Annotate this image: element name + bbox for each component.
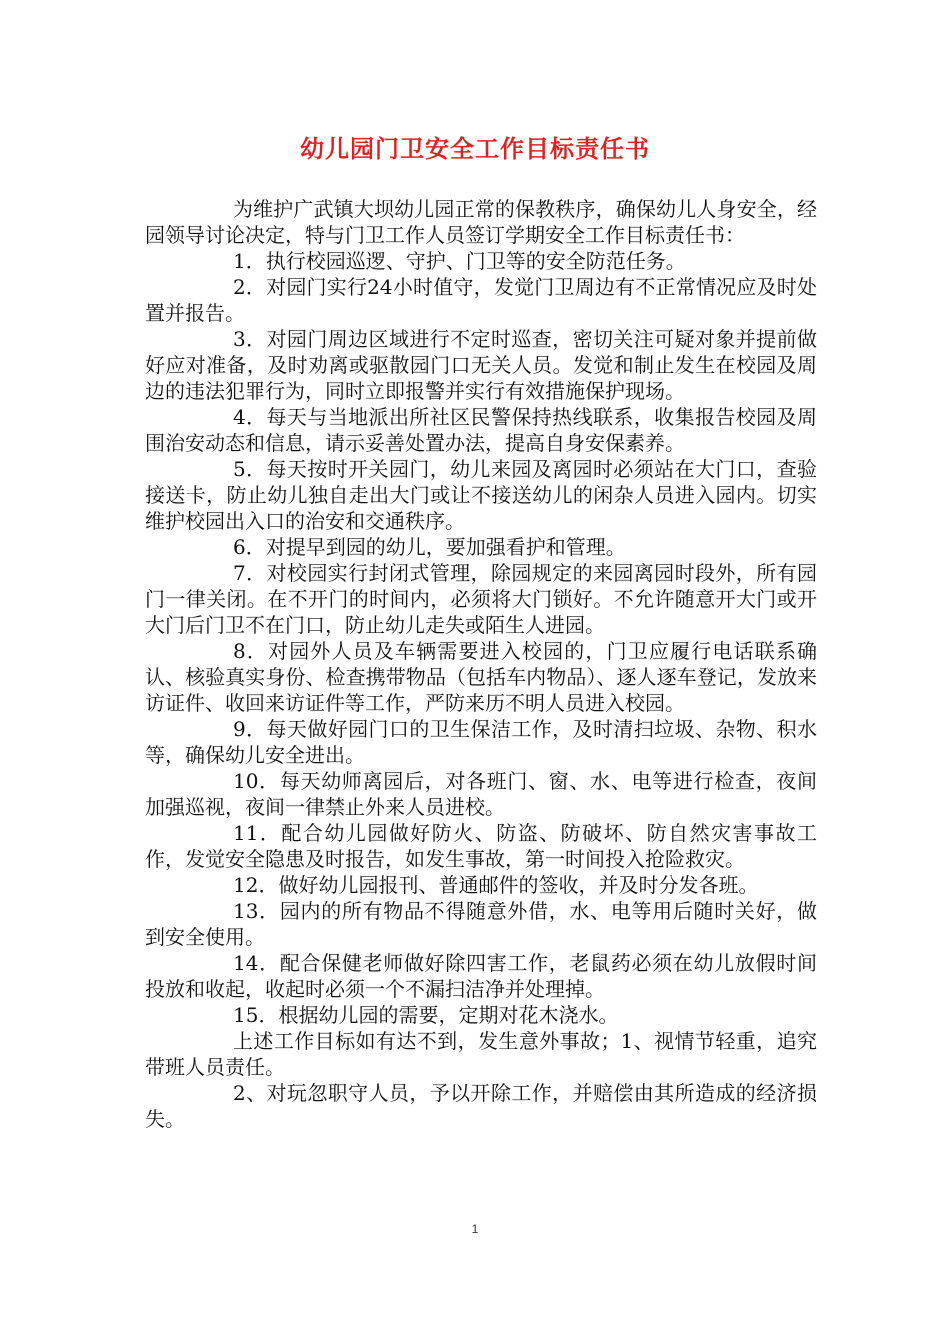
paragraph-item-11: 11．配合幼儿园做好防火、防盗、防破坏、防自然灾害事故工作，发觉安全隐患及时报告，如发生事故，第一时间投入抢险救灾。 bbox=[145, 821, 817, 871]
paragraph-item-15: 15．根据幼儿园的需要，定期对花木浇水。 bbox=[233, 1003, 619, 1027]
page-number: 1 bbox=[471, 1222, 479, 1236]
paragraph-item-8: 8．对园外人员及车辆需要进入校园的，门卫应履行电话联系确认、核验真实身份、检查携带物品（包括车内物品）、逐人逐车登记，发放来访证件、收回来访证件等工作，严防来历不明人员进入校园。 bbox=[145, 639, 817, 715]
paragraph-item-5: 5．每天按时开关园门，幼儿来园及离园时必须站在大门口，查验接送卡，防止幼儿独自走出大门或让不接送幼儿的闲杂人员进入园内。切实维护校园出入口的治安和交通秩序。 bbox=[145, 457, 817, 533]
document-title: 幼儿园门卫安全工作目标责任书 bbox=[300, 134, 650, 163]
document-body bbox=[145, 196, 817, 1132]
paragraph-item-10: 10．每天幼师离园后，对各班门、窗、水、电等进行检查，夜间加强巡视，夜间一律禁止外来人员进校。 bbox=[145, 769, 817, 819]
paragraph-intro: 为维护广武镇大坝幼儿园正常的保教秩序，确保幼儿人身安全，经园领导讨论决定，特与门卫工作人员签订学期安全工作目标责任书： bbox=[145, 197, 817, 247]
paragraph-item-4: 4．每天与当地派出所社区民警保持热线联系，收集报告校园及周围治安动态和信息，请示妥善处置办法，提高自身安保素养。 bbox=[145, 405, 817, 455]
paragraph-item-1: 1．执行校园巡逻、守护、门卫等的安全防范任务。 bbox=[233, 249, 686, 273]
paragraph-penalty-2: 2、对玩忽职守人员，予以开除工作，并赔偿由其所造成的经济损失。 bbox=[145, 1081, 817, 1131]
paragraph-item-12: 12．做好幼儿园报刊、普通邮件的签收，并及时分发各班。 bbox=[233, 873, 759, 897]
paragraph-penalty-1: 上述工作目标如有达不到，发生意外事故；1、视情节轻重，追究带班人员责任。 bbox=[145, 1029, 817, 1079]
paragraph-item-7: 7．对校园实行封闭式管理，除园规定的来园离园时段外，所有园门一律关闭。在不开门的时间内，必须将大门锁好。不允许随意开大门或开大门后门卫不在门口，防止幼儿走失或陌生人进园。 bbox=[145, 561, 817, 637]
paragraph-item-6: 6．对提早到园的幼儿，要加强看护和管理。 bbox=[233, 535, 626, 559]
paragraph-item-9: 9．每天做好园门口的卫生保洁工作，及时清扫垃圾、杂物、积水等，确保幼儿安全进出。 bbox=[145, 717, 817, 767]
paragraph-item-3: 3．对园门周边区域进行不定时巡查，密切关注可疑对象并提前做好应对准备，及时劝离或驱散园门口无关人员。发觉和制止发生在校园及周边的违法犯罪行为，同时立即报警并实行有效措施保护现场。 bbox=[145, 327, 817, 403]
paragraph-item-13: 13．园内的所有物品不得随意外借，水、电等用后随时关好，做到安全使用。 bbox=[145, 899, 817, 949]
paragraph-item-2: 2．对园门实行24小时值守，发觉门卫周边有不正常情况应及时处置并报告。 bbox=[145, 275, 817, 325]
paragraph-item-14: 14．配合保健老师做好除四害工作，老鼠药必须在幼儿放假时间投放和收起，收起时必须一个不漏扫洁净并处理掉。 bbox=[145, 951, 817, 1001]
